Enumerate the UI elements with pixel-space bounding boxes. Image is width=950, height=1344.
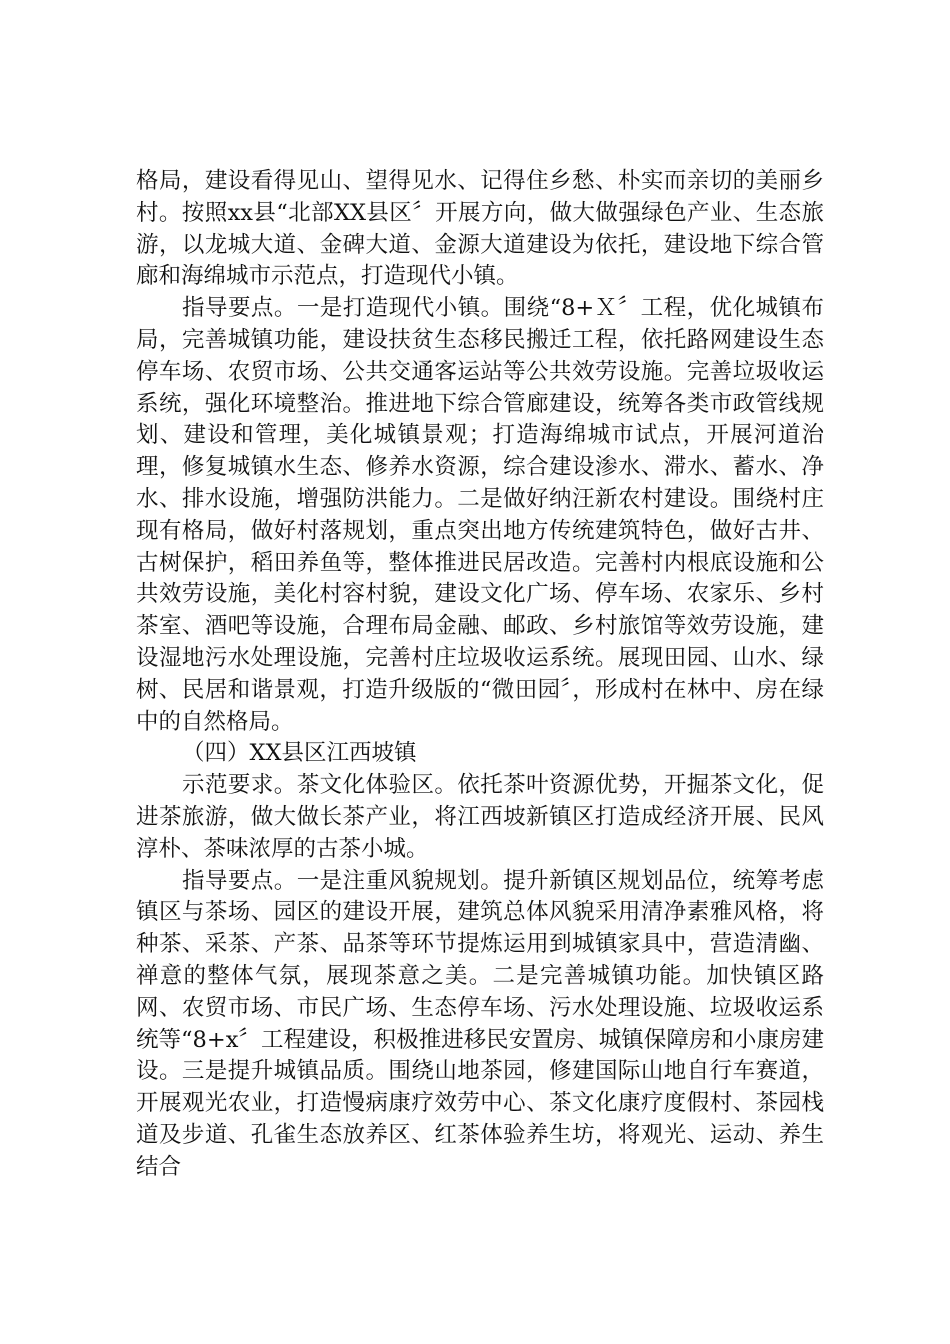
paragraph-guidance-points-1: 指导要点。一是打造现代小镇。围绕“8+Ｘ〞工程，优化城镇布局，完善城镇功能，建设扶贫生态移民搬迁工程，依托路网建设生态停车场、农贸市场、公共交通客运站等公共效劳设施。完善垃圾收运系统，强化环境整治。推进地下综合管廊建设，统筹各类市政管线规划、建设和管理，美化城镇景观；打造海绵城市试点，开展河道治理，修复城镇水生态、修养水资源，综合建设渗水、滞水、蓄水、净水、排水设施，增强防洪能力。二是做好纳汪新农村建设。围绕村庄现有格局，做好村落规划，重点突出地方传统建筑特色，做好古井、古树保护，稻田养鱼等，整体推进民居改造。完善村内根底设施和公共效劳设施，美化村容村貌，建设文化广场、停车场、农家乐、乡村茶室、酒吧等设施，合理布局金融、邮政、乡村旅馆等效劳设施，建设湿地污水处理设施，完善村庄垃圾收运系统。展现田园、山水、绿树、民居和谐景观，打造升级版的“微田园〞，形成村在林中、房在绿中的自然格局。 — [136, 295, 824, 735]
paragraph-demonstration-requirements: 示范要求。茶文化体验区。依托茶叶资源优势，开掘茶文化，促进茶旅游，做大做长茶产业，将江西坡新镇区打造成经济开展、民风淳朴、茶味浓厚的古茶小城。 — [136, 772, 824, 862]
document-body — [136, 166, 824, 1184]
paragraph-continuation: 格局，建设看得见山、望得见水、记得住乡愁、朴实而亲切的美丽乡村。按照xx县“北部XX县区〞开展方向，做大做强绿色产业、生态旅游，以龙城大道、金碑大道、金源大道建设为依托，建设地下综合管廊和海绵城市示范点，打造现代小镇。 — [136, 168, 824, 290]
paragraph-guidance-points-2: 指导要点。一是注重风貌规划。提升新镇区规划品位，统筹考虑镇区与茶场、园区的建设开展，建筑总体风貌采用清净素雅风格，将种茶、采茶、产茶、品茶等环节提炼运用到城镇家具中，营造清幽、禅意的整体气氛，展现茶意之美。二是完善城镇功能。加快镇区路网、农贸市场、市民广场、生态停车场、污水处理设施、垃圾收运系统等“8+x〞工程建设，积极推进移民安置房、城镇保障房和小康房建设。三是提升城镇品质。围绕山地茶园，修建国际山地自行车赛道，开展观光农业，打造慢病康疗效劳中心、茶文化康疗度假村、茶园栈道及步道、孔雀生态放养区、红茶体验养生坊，将观光、运动、养生结合 — [136, 867, 824, 1180]
section-heading: （四）XX县区江西坡镇 — [182, 740, 417, 767]
